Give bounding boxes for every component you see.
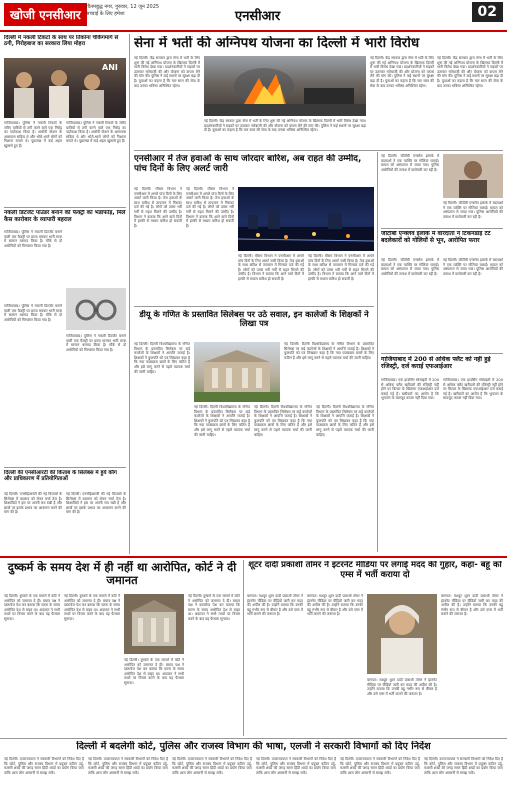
body-strip-f: नई दिल्ली। उपराज्यपाल ने सरकारी विभागों को निर्देश दिए हैं कि कोर्ट, पुलिस और राजस्व विभाग में प्रयुक्त कठिन उर्दू-फारसी शब्दों की जगह सरल हिंदी शब्दों का प्रयोग किया जाए ताकि आम लोग आसानी से समझ सकें। [424, 757, 503, 775]
body-army-d: नई दिल्ली। केंद्र सरकार द्वारा सेना में भर्ती के लिए शुरू की गई अग्निपथ योजना के खिलाफ दिल्ली में भारी विरोध देखा गया। प्रदर्शनकारियों ने सड़कों पर उतरकर नारेबाजी की और योजना को वापस लेने की मांग की। पुलिस ने कई स्थानों पर सुरक्षा बढ़ा दी है। युवाओं का कहना है कि चार साल की सेवा के बाद उनका भविष्य अनिश्चित रहेगा। [204, 119, 366, 133]
body-strip-a: नई दिल्ली। उपराज्यपाल ने सरकारी विभागों को निर्देश दिए हैं कि कोर्ट, पुलिस और राजस्व विभाग में प्रयुक्त कठिन उर्दू-फारसी शब्दों की जगह सरल हिंदी शब्दों का प्रयोग किया जाए ताकि आम लोग आसानी से समझ सकें। [4, 757, 84, 775]
body-left1-a: गाजियाबाद। पुलिस ने नकली टिकटों के जरिए यात्रियों से ठगी करने वाले एक गिरोह का पर्दाफाश किया है। आरोपी स्टेशन के आसपास सक्रिय थे और भोले-भाले लोगों को निशाना बनाते थे। पूछताछ में कई अहम खुलासे हुए हैं। [4, 121, 62, 148]
night-rain-city-photo-icon [238, 187, 374, 251]
elderly-woman-photo-icon [367, 594, 437, 674]
body-strip-b: नई दिल्ली। उपराज्यपाल ने सरकारी विभागों को निर्देश दिए हैं कि कोर्ट, पुलिस और राजस्व विभाग में प्रयुक्त कठिन उर्दू-फारसी शब्दों की जगह सरल हिंदी शब्दों का प्रयोग किया जाए ताकि आम लोग आसानी से समझ सकें। [88, 757, 168, 775]
brand-logo: खोजी एनसीआर [4, 3, 87, 26]
body-bottom-left-d: नई दिल्ली। दुष्कर्म के एक मामले में कोर्ट ने आरोपित को जमानत दे दी। बचाव पक्ष ने दस्तावेज पेश कर बताया कि घटना के समय आरोपित देश से बाहर था। अदालत ने सभी तथ्यों पर विचार करने के बाद यह फैसला सुनाया। [188, 594, 240, 621]
body-left3-a: नई दिल्ली। एनसीईआरटी की नई किताबों के सिलेबस में बदलाव को लेकर चर्चा तेज है। शिक्षाविदों ने इस पर अपनी राय रखी है और छात्रों पर इसके प्रभाव का आकलन करने की मांग की है। [4, 492, 62, 515]
handcuff-photo [66, 288, 126, 330]
body-right1-b: नई दिल्ली। जीटीबी एन्क्लेव इलाके में बदमाशों ने एक व्यक्ति पर गोलियां चलाईं। घायल को अस्पताल ले जाया गया। पुलिस आरोपियों की तलाश में छापेमारी कर रही है। [443, 258, 503, 276]
divider [4, 207, 126, 208]
headline-left2: नकली डिटर्जेंट पाउडर बनाने की फैक्ट्री का भंडाफोड़, मिले कैस कारोबार के व्यापारी बहराल [4, 210, 126, 223]
body-right0-b: नई दिल्ली। जीटीबी एन्क्लेव इलाके में बदमाशों ने एक व्यक्ति पर गोलियां चलाईं। घायल को अस्पताल ले जाया गया। पुलिस आरोपियों की तलाश में छापेमारी कर रही है। [443, 201, 503, 219]
divider [134, 150, 503, 151]
body-strip-d: नई दिल्ली। उपराज्यपाल ने सरकारी विभागों को निर्देश दिए हैं कि कोर्ट, पुलिस और राजस्व विभाग में प्रयुक्त कठिन उर्दू-फारसी शब्दों की जगह सरल हिंदी शब्दों का प्रयोग किया जाए ताकि आम लोग आसानी से समझ सकें। [256, 757, 336, 775]
bottom-photo [124, 594, 184, 654]
army-photo [204, 56, 366, 116]
section-title: एनसीआर [235, 9, 281, 24]
body-du-b: नई दिल्ली। दिल्ली विश्वविद्यालय के गणित विभाग के प्रस्तावित सिलेबस पर कई कालेजों के शिक्षकों ने आपत्ति जताई है। शिक्षकों ने कुलपति को पत्र लिखकर कहा है कि नया पाठ्यक्रम छात्रों के लिए कठिन है और इसे लागू करने से पहले व्यापक चर्चा की जानी चाहिए। [284, 342, 374, 360]
divider [0, 738, 507, 739]
body-left1-b: गाजियाबाद। पुलिस ने नकली टिकटों के जरिए यात्रियों से ठगी करने वाले एक गिरोह का पर्दाफाश किया है। आरोपी स्टेशन के आसपास सक्रिय थे और भोले-भाले लोगों को निशाना बनाते थे। पूछताछ में कई अहम खुलासे हुए हैं। [66, 121, 126, 144]
headline-bottom-right: शूटर दादी प्रकाशी तोमर ने इंटरनेट मीडिया पर लगाई मदद की गुहार, कहा- बहू को एम्स में भर्ती कराया दो [248, 561, 502, 580]
body-army-b: नई दिल्ली। केंद्र सरकार द्वारा सेना में भर्ती के लिए शुरू की गई अग्निपथ योजना के खिलाफ दिल्ली में भारी विरोध देखा गया। प्रदर्शनकारियों ने सड़कों पर उतरकर नारेबाजी की और योजना को वापस लेने की मांग की। पुलिस ने कई स्थानों पर सुरक्षा बढ़ा दी है। युवाओं का कहना है कि चार साल की सेवा के बाद उनका भविष्य अनिश्चित रहेगा। [370, 56, 434, 88]
headline-left3: दिल्ली की एनसीआरटी की किताब के सिलेबस में हुये कौंग और प्राधिकारण में प्रतियोगिताओं [4, 470, 117, 483]
headline-du: डीयू के गणित के प्रस्तावित सिलेबस पर उठे सवाल, इन कालेजों के शिक्षकों ने लिखा पत्र [139, 310, 369, 329]
section-divider [0, 556, 507, 558]
dateline-text: गौतमबुद्ध नगर, गुरुवार, 12 जून 2025 [86, 4, 160, 10]
body-right1-a: नई दिल्ली। जीटीबी एन्क्लेव इलाके में बदमाशों ने एक व्यक्ति पर गोलियां चलाईं। घायल को अस्पताल ले जाया गया। पुलिस आरोपियों की तलाश में छापेमारी कर रही है। [381, 258, 439, 276]
fire-protest-photo-icon [204, 56, 366, 116]
headline-right1: जीटीबी एन्क्लेव इलाके में वारदाता ने टिकनडाई टेट बदलेकारों को गोलियों से भून, आरोपित फरार [381, 231, 491, 244]
crowd-photo-icon [4, 58, 126, 118]
column-rule [377, 152, 378, 552]
dateline [86, 4, 159, 18]
body-army-a: नई दिल्ली। केंद्र सरकार द्वारा सेना में भर्ती के लिए शुरू की गई अग्निपथ योजना के खिलाफ दिल्ली में भारी विरोध देखा गया। प्रदर्शनकारियों ने सड़कों पर उतरकर नारेबाजी की और योजना को वापस लेने की मांग की। पुलिस ने कई स्थानों पर सुरक्षा बढ़ा दी है। युवाओं का कहना है कि चार साल की सेवा के बाद उनका भविष्य अनिश्चित रहेगा। [134, 56, 200, 88]
page-number: 02 [472, 2, 503, 22]
portrait-photo-icon [443, 154, 503, 198]
body-du-a: नई दिल्ली। दिल्ली विश्वविद्यालय के गणित विभाग के प्रस्तावित सिलेबस पर कई कालेजों के शिक्षकों ने आपत्ति जताई है। शिक्षकों ने कुलपति को पत्र लिखकर कहा है कि नया पाठ्यक्रम छात्रों के लिए कठिन है और इसे लागू करने से पहले व्यापक चर्चा की जानी चाहिए। [134, 342, 190, 374]
body-bottom-left-c: नई दिल्ली। दुष्कर्म के एक मामले में कोर्ट ने आरोपित को जमानत दे दी। बचाव पक्ष ने दस्तावेज पेश कर बताया कि घटना के समय आरोपित देश से बाहर था। अदालत ने सभी तथ्यों पर विचार करने के बाद यह फैसला सुनाया। [124, 658, 184, 685]
column-rule [243, 560, 244, 736]
column-rule [129, 34, 130, 554]
body-weather-c: नई दिल्ली। मौसम विभाग ने एनसीआर में अगले पांच दिनों के लिए अलर्ट जारी किया है। तेज हवाओं के साथ बारिश से तापमान में गिरावट दर्ज की गई है। लोगों को उमस भरी गर्मी से राहत मिलने की उम्मीद है। विभाग ने बताया कि आने वाले दिनों में हल्की से मध्यम बारिश हो सकती है। [238, 254, 304, 281]
headline-right2: गाजियाबाद में 200 से अधिक फ्लैट को नहीं हुई रजिस्ट्री, दर्ज कराई एफआईआर [381, 356, 491, 371]
body-left2-b: गाजियाबाद। पुलिस ने नकली डिटर्जेंट बनाने वाली एक फैक्ट्री पर छापा मारकर भारी मात्रा में सामान बरामद किया है। मौके से दो आरोपियों को गिरफ्तार किया गया है। [4, 304, 62, 322]
body-du-d: नई दिल्ली। दिल्ली विश्वविद्यालय के गणित विभाग के प्रस्तावित सिलेबस पर कई कालेजों के शिक्षकों ने आपत्ति जताई है। शिक्षकों ने कुलपति को पत्र लिखकर कहा है कि नया पाठ्यक्रम छात्रों के लिए कठिन है और इसे लागू करने से पहले व्यापक चर्चा की जानी चाहिए। [254, 405, 312, 437]
body-bottom-right-d: बागपत। मशहूर शूटर दादी प्रकाशी तोमर ने इंटरनेट मीडिया पर वीडियो जारी कर मदद की अपील की है। उन्होंने बताया कि उनकी बहू गंभीर रूप से बीमार है और उसे एम्स में भर्ती कराने की जरूरत है। [441, 594, 503, 617]
body-right2-a: गाजियाबाद। एक हाउसिंग सोसाइटी में 200 से अधिक फ्लैट खरीदारों की रजिस्ट्री नहीं होने पर बिल्डर के खिलाफ एफआईआर दर्ज कराई गई है। खरीदारों का आरोप है कि भुगतान के बावजूद कब्जा नहीं दिया गया। [381, 378, 439, 401]
body-left3-b: नई दिल्ली। एनसीईआरटी की नई किताबों के सिलेबस में बदलाव को लेकर चर्चा तेज है। शिक्षाविदों ने इस पर अपनी राय रखी है और छात्रों पर इसके प्रभाव का आकलन करने की मांग की है। [66, 492, 126, 515]
handcuffs-photo-icon [66, 288, 126, 330]
divider [134, 306, 374, 307]
body-bottom-left-b: नई दिल्ली। दुष्कर्म के एक मामले में कोर्ट ने आरोपित को जमानत दे दी। बचाव पक्ष ने दस्तावेज पेश कर बताया कि घटना के समय आरोपित देश से बाहर था। अदालत ने सभी तथ्यों पर विचार करने के बाद यह फैसला सुनाया। [64, 594, 120, 621]
right-photo [443, 154, 503, 198]
body-weather-a: नई दिल्ली। मौसम विभाग ने एनसीआर में अगले पांच दिनों के लिए अलर्ट जारी किया है। तेज हवाओं के साथ बारिश से तापमान में गिरावट दर्ज की गई है। लोगों को उमस भरी गर्मी से राहत मिलने की उम्मीद है। विभाग ने बताया कि आने वाले दिनों में हल्की से मध्यम बारिश हो सकती है। [134, 187, 182, 228]
body-bottom-right-b: बागपत। मशहूर शूटर दादी प्रकाशी तोमर ने इंटरनेट मीडिया पर वीडियो जारी कर मदद की अपील की है। उन्होंने बताया कि उनकी बहू गंभीर रूप से बीमार है और उसे एम्स में भर्ती कराने की जरूरत है। [307, 594, 363, 617]
divider [381, 228, 503, 229]
body-weather-d: नई दिल्ली। मौसम विभाग ने एनसीआर में अगले पांच दिनों के लिए अलर्ट जारी किया है। तेज हवाओं के साथ बारिश से तापमान में गिरावट दर्ज की गई है। लोगों को उमस भरी गर्मी से राहत मिलने की उम्मीद है। विभाग ने बताया कि आने वाले दिनों में हल्की से मध्यम बारिश हो सकती है। [308, 254, 374, 281]
divider [4, 467, 126, 468]
headline-bottom-strip: दिल्ली में बदलेगी कोर्ट, पुलिस और राजस्व विभाग की भाषा, एलजी ने सरकारी विभागों को दिए निर्देश [76, 741, 431, 752]
dadi-photo [367, 594, 437, 674]
weather-photo [238, 187, 374, 251]
left-photo [4, 58, 126, 118]
body-left2-c: गाजियाबाद। पुलिस ने नकली डिटर्जेंट बनाने वाली एक फैक्ट्री पर छापा मारकर भारी मात्रा में सामान बरामद किया है। मौके से दो आरोपियों को गिरफ्तार किया गया है। [66, 334, 126, 352]
body-strip-e: नई दिल्ली। उपराज्यपाल ने सरकारी विभागों को निर्देश दिए हैं कि कोर्ट, पुलिस और राजस्व विभाग में प्रयुक्त कठिन उर्दू-फारसी शब्दों की जगह सरल हिंदी शब्दों का प्रयोग किया जाए ताकि आम लोग आसानी से समझ सकें। [340, 757, 420, 775]
body-weather-b: नई दिल्ली। मौसम विभाग ने एनसीआर में अगले पांच दिनों के लिए अलर्ट जारी किया है। तेज हवाओं के साथ बारिश से तापमान में गिरावट दर्ज की गई है। लोगों को उमस भरी गर्मी से राहत मिलने की उम्मीद है। विभाग ने बताया कि आने वाले दिनों में हल्की से मध्यम बारिश हो सकती है। [186, 187, 234, 228]
divider [381, 353, 503, 354]
university-building-photo-icon [194, 342, 280, 402]
ani-logo: ANI [102, 63, 118, 72]
du-photo [194, 342, 280, 402]
masthead [0, 0, 507, 32]
headline-weather: एनसीआर में तेज हवाओं के साथ जोरदार बारिश, अब राहत की उम्मीद, पांच दिनों के लिए अलर्ट जारी [134, 154, 362, 175]
headline-left1: दिल्ली में नकली टिकटों के साथ पर तिकोना चेकिंगमार्ग से ठगी, गिरोहबाज का सरकारा लिया मोहरा [4, 35, 119, 48]
body-bottom-right-c: बागपत। मशहूर शूटर दादी प्रकाशी तोमर ने इंटरनेट मीडिया पर वीडियो जारी कर मदद की अपील की है। उन्होंने बताया कि उनकी बहू गंभीर रूप से बीमार है और उसे एम्स में भर्ती कराने की जरूरत है। [367, 678, 437, 696]
body-du-e: नई दिल्ली। दिल्ली विश्वविद्यालय के गणित विभाग के प्रस्तावित सिलेबस पर कई कालेजों के शिक्षकों ने आपत्ति जताई है। शिक्षकों ने कुलपति को पत्र लिखकर कहा है कि नया पाठ्यक्रम छात्रों के लिए कठिन है और इसे लागू करने से पहले व्यापक चर्चा की जानी चाहिए। [316, 405, 374, 437]
body-du-c: नई दिल्ली। दिल्ली विश्वविद्यालय के गणित विभाग के प्रस्तावित सिलेबस पर कई कालेजों के शिक्षकों ने आपत्ति जताई है। शिक्षकों ने कुलपति को पत्र लिखकर कहा है कि नया पाठ्यक्रम छात्रों के लिए कठिन है और इसे लागू करने से पहले व्यापक चर्चा की जानी चाहिए। [194, 405, 250, 437]
headline-army: सेना में भर्ती की अग्निपथ योजना का दिल्ली में भारी विरोध [134, 36, 420, 51]
body-right0-a: नई दिल्ली। जीटीबी एन्क्लेव इलाके में बदमाशों ने एक व्यक्ति पर गोलियां चलाईं। घायल को अस्पताल ले जाया गया। पुलिस आरोपियों की तलाश में छापेमारी कर रही है। [381, 154, 439, 172]
body-left2-a: गाजियाबाद। पुलिस ने नकली डिटर्जेंट बनाने वाली एक फैक्ट्री पर छापा मारकर भारी मात्रा में सामान बरामद किया है। मौके से दो आरोपियों को गिरफ्तार किया गया है। [4, 230, 62, 248]
tagline-text: सच्चाई के लिए हमेशा [86, 11, 125, 17]
body-army-c: नई दिल्ली। केंद्र सरकार द्वारा सेना में भर्ती के लिए शुरू की गई अग्निपथ योजना के खिलाफ दिल्ली में भारी विरोध देखा गया। प्रदर्शनकारियों ने सड़कों पर उतरकर नारेबाजी की और योजना को वापस लेने की मांग की। पुलिस ने कई स्थानों पर सुरक्षा बढ़ा दी है। युवाओं का कहना है कि चार साल की सेवा के बाद उनका भविष्य अनिश्चित रहेगा। [437, 56, 503, 88]
body-strip-c: नई दिल्ली। उपराज्यपाल ने सरकारी विभागों को निर्देश दिए हैं कि कोर्ट, पुलिस और राजस्व विभाग में प्रयुक्त कठिन उर्दू-फारसी शब्दों की जगह सरल हिंदी शब्दों का प्रयोग किया जाए ताकि आम लोग आसानी से समझ सकें। [172, 757, 252, 775]
body-bottom-right-a: बागपत। मशहूर शूटर दादी प्रकाशी तोमर ने इंटरनेट मीडिया पर वीडियो जारी कर मदद की अपील की है। उन्होंने बताया कि उनकी बहू गंभीर रूप से बीमार है और उसे एम्स में भर्ती कराने की जरूरत है। [247, 594, 303, 617]
body-bottom-left-a: नई दिल्ली। दुष्कर्म के एक मामले में कोर्ट ने आरोपित को जमानत दे दी। बचाव पक्ष ने दस्तावेज पेश कर बताया कि घटना के समय आरोपित देश से बाहर था। अदालत ने सभी तथ्यों पर विचार करने के बाद यह फैसला सुनाया। [4, 594, 60, 621]
body-right2-b: गाजियाबाद। एक हाउसिंग सोसाइटी में 200 से अधिक फ्लैट खरीदारों की रजिस्ट्री नहीं होने पर बिल्डर के खिलाफ एफआईआर दर्ज कराई गई है। खरीदारों का आरोप है कि भुगतान के बावजूद कब्जा नहीं दिया गया। [443, 378, 503, 401]
court-photo-icon [124, 594, 184, 654]
headline-bottom-left: दुष्कर्म के समय देश में ही नहीं था आरोपित, कोर्ट ने दी जमानत [7, 561, 237, 588]
